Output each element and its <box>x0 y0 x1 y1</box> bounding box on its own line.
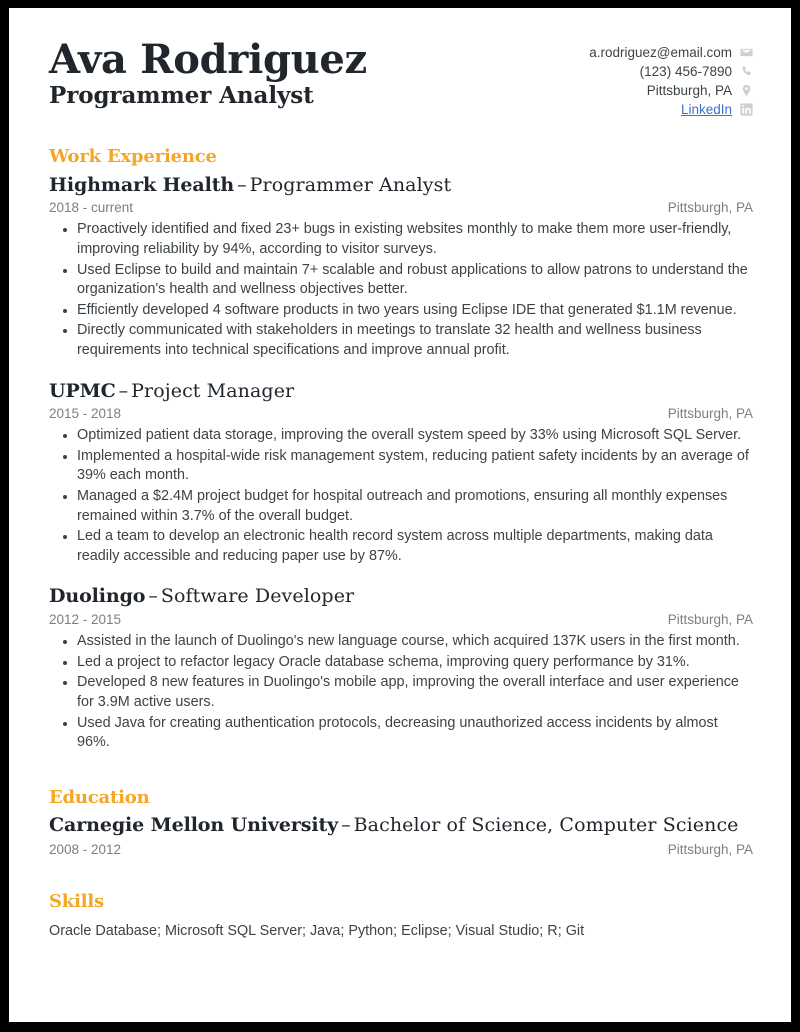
entry-dates: 2015 - 2018 <box>49 406 122 422</box>
entry-meta-line <box>49 611 753 629</box>
work-entry <box>49 585 753 752</box>
organization-name: Highmark Health <box>49 173 235 196</box>
entry-separator: – <box>148 585 158 608</box>
education-entry <box>49 814 753 859</box>
phone-value: (123) 456-7890 <box>639 64 732 79</box>
entry-location: Pittsburgh, PA <box>667 200 753 216</box>
resume-page <box>9 8 791 1022</box>
entry-title-line <box>49 814 753 838</box>
phone-icon <box>740 65 753 78</box>
list-item: Implemented a hospital-wide risk management system, reducing patient safety incidents by an average of 39% each month. <box>49 447 753 486</box>
list-item: Managed a $2.4M project budget for hospital outreach and promotions, ensuring all monthly expenses remained within 3.7% of the overall budget. <box>49 487 753 526</box>
list-item: Directly communicated with stakeholders in meetings to translate 32 health and wellness business requirements into technical specifications and improve annual profit. <box>49 321 753 360</box>
headline-job-title: Programmer Analyst <box>49 81 314 109</box>
list-item: Assisted in the launch of Duolingo's new language course, which acquired 137K users in the first month. <box>49 632 753 652</box>
section-work-experience <box>49 146 753 753</box>
role-name: Programmer Analyst <box>249 173 452 196</box>
entry-dates: 2008 - 2012 <box>49 842 122 858</box>
entry-title-line <box>49 585 753 609</box>
contact-row-linkedin[interactable] <box>681 101 753 118</box>
location-pin-icon <box>740 84 753 97</box>
entry-title-line <box>49 380 753 404</box>
page-title: Ava Rodriguez <box>49 36 367 83</box>
identity-block <box>49 38 367 111</box>
role-name: Project Manager <box>131 379 295 402</box>
list-item: Led a team to develop an electronic health record system across multiple departments, making data readily accessible and reducing paper use by 87%. <box>49 527 753 566</box>
location-value: Pittsburgh, PA <box>646 83 732 98</box>
organization-name: Carnegie Mellon University <box>49 814 339 837</box>
entry-separator: – <box>118 379 129 402</box>
entry-location: Pittsburgh, PA <box>667 612 753 628</box>
skills-list: Oracle Database; Microsoft SQL Server; Java; Python; Eclipse; Visual Studio; R; Git <box>49 922 585 939</box>
entry-meta-line <box>49 405 753 423</box>
section-skills <box>49 891 753 941</box>
entry-meta-line <box>49 841 753 859</box>
degree-name: Bachelor of Science, Computer Science <box>353 814 739 837</box>
organization-name: Duolingo <box>49 585 146 608</box>
linkedin-icon <box>740 103 753 116</box>
entry-bullet-list <box>49 632 753 753</box>
entry-meta-line <box>49 199 753 217</box>
entry-separator: – <box>237 173 247 196</box>
contact-row-phone <box>640 63 753 80</box>
section-heading-work-experience: Work Experience <box>49 146 217 167</box>
work-entry <box>49 174 753 361</box>
list-item: Optimized patient data storage, improving the overall system speed by 33% using Microsoft SQL Server. <box>49 426 753 446</box>
section-education <box>49 787 753 859</box>
work-entry <box>49 380 753 567</box>
entry-bullet-list <box>49 220 753 360</box>
entry-location: Pittsburgh, PA <box>667 842 753 858</box>
entry-location: Pittsburgh, PA <box>667 406 753 422</box>
contact-row-location <box>647 82 753 99</box>
list-item: Used Java for creating authentication protocols, decreasing unauthorized access incidents by almost 96%. <box>49 714 753 753</box>
linkedin-link[interactable]: LinkedIn <box>680 102 732 117</box>
role-name: Software Developer <box>160 585 355 608</box>
entry-title-line <box>49 174 753 198</box>
list-item: Efficiently developed 4 software products in two years using Eclipse IDE that generated $1.1M revenue. <box>49 301 753 321</box>
contact-block <box>589 44 753 118</box>
list-item: Led a project to refactor legacy Oracle database schema, improving query performance by 31%. <box>49 653 753 673</box>
list-item: Used Eclipse to build and maintain 7+ scalable and robust applications to allow patrons to understand the organization's health and wellness objectives better. <box>49 261 753 300</box>
entry-separator: – <box>341 814 351 837</box>
section-heading-education: Education <box>49 786 150 808</box>
contact-row-email <box>589 44 753 61</box>
entry-bullet-list <box>49 426 753 566</box>
organization-name: UPMC <box>49 379 116 402</box>
list-item: Proactively identified and fixed 23+ bugs in existing websites monthly to make them more user-friendly, improving reliability by 94%, according to visitor surveys. <box>49 220 753 259</box>
resume-header <box>49 38 753 118</box>
list-item: Developed 8 new features in Duolingo's mobile app, improving the overall interface and user experience for 3.9M active users. <box>49 673 753 712</box>
email-value: a.rodriguez@email.com <box>589 45 732 60</box>
envelope-icon <box>740 46 753 59</box>
section-heading-skills: Skills <box>49 891 104 913</box>
entry-dates: 2012 - 2015 <box>49 612 122 628</box>
entry-dates: 2018 - current <box>49 200 134 216</box>
